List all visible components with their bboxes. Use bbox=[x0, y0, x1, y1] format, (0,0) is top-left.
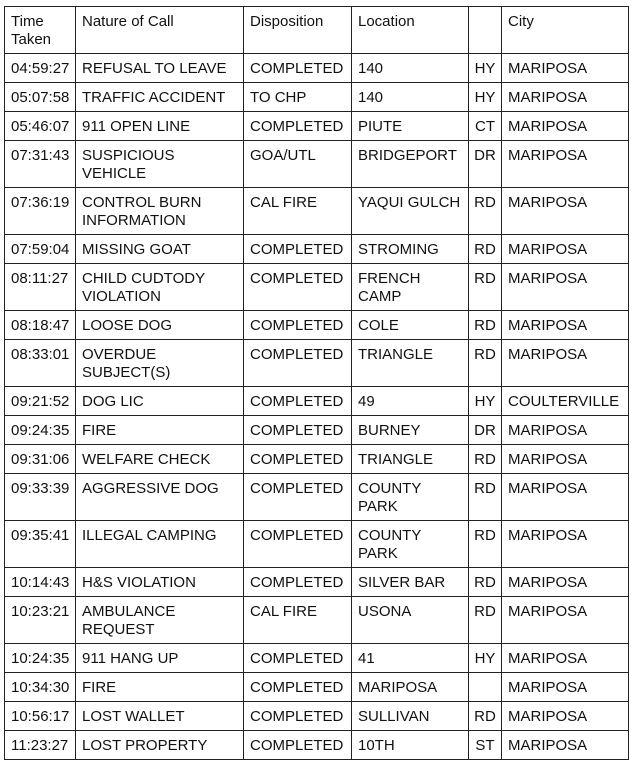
cell-time: 05:46:07 bbox=[5, 112, 76, 141]
table-row bbox=[5, 416, 629, 445]
cell-city: MARIPOSA bbox=[502, 445, 629, 474]
cell-nature: TRAFFIC ACCIDENT bbox=[76, 83, 244, 112]
cell-suffix: HY bbox=[469, 387, 502, 416]
cell-suffix: ST bbox=[469, 731, 502, 760]
cell-city: MARIPOSA bbox=[502, 141, 629, 188]
cell-disposition: COMPLETED bbox=[244, 311, 352, 340]
cell-location: 49 bbox=[352, 387, 469, 416]
cell-location: 41 bbox=[352, 644, 469, 673]
table-row bbox=[5, 673, 629, 702]
cell-suffix: RD bbox=[469, 340, 502, 387]
table-row bbox=[5, 702, 629, 731]
cell-city: MARIPOSA bbox=[502, 521, 629, 568]
cell-nature: SUSPICIOUS VEHICLE bbox=[76, 141, 244, 188]
cell-suffix: RD bbox=[469, 235, 502, 264]
cell-nature: ILLEGAL CAMPING bbox=[76, 521, 244, 568]
table-row bbox=[5, 311, 629, 340]
cell-nature: REFUSAL TO LEAVE bbox=[76, 54, 244, 83]
cell-nature: DOG LIC bbox=[76, 387, 244, 416]
cell-city: MARIPOSA bbox=[502, 54, 629, 83]
cell-location: COUNTY PARK bbox=[352, 474, 469, 521]
table-row bbox=[5, 188, 629, 235]
cell-location: BURNEY bbox=[352, 416, 469, 445]
cell-city: MARIPOSA bbox=[502, 568, 629, 597]
cell-time: 09:21:52 bbox=[5, 387, 76, 416]
cell-disposition: COMPLETED bbox=[244, 731, 352, 760]
table-row bbox=[5, 474, 629, 521]
cell-location: FRENCH CAMP bbox=[352, 264, 469, 311]
header-city: City bbox=[502, 7, 629, 54]
cell-disposition: COMPLETED bbox=[244, 568, 352, 597]
cell-nature: H&S VIOLATION bbox=[76, 568, 244, 597]
cell-suffix: RD bbox=[469, 597, 502, 644]
cell-location: STROMING bbox=[352, 235, 469, 264]
table-row bbox=[5, 264, 629, 311]
table-row bbox=[5, 340, 629, 387]
cell-time: 07:31:43 bbox=[5, 141, 76, 188]
cell-disposition: CAL FIRE bbox=[244, 597, 352, 644]
cell-city: MARIPOSA bbox=[502, 311, 629, 340]
cell-city: MARIPOSA bbox=[502, 264, 629, 311]
cell-city: COULTERVILLE bbox=[502, 387, 629, 416]
cell-city: MARIPOSA bbox=[502, 340, 629, 387]
cell-disposition: COMPLETED bbox=[244, 702, 352, 731]
cell-nature: OVERDUE SUBJECT(S) bbox=[76, 340, 244, 387]
cell-location: USONA bbox=[352, 597, 469, 644]
cell-nature: CONTROL BURN INFORMATION bbox=[76, 188, 244, 235]
cell-nature: 911 OPEN LINE bbox=[76, 112, 244, 141]
cell-time: 10:23:21 bbox=[5, 597, 76, 644]
cell-location: TRIANGLE bbox=[352, 340, 469, 387]
cell-city: MARIPOSA bbox=[502, 83, 629, 112]
cell-suffix: CT bbox=[469, 112, 502, 141]
cell-disposition: GOA/UTL bbox=[244, 141, 352, 188]
cell-disposition: COMPLETED bbox=[244, 264, 352, 311]
cell-city: MARIPOSA bbox=[502, 474, 629, 521]
cell-time: 11:23:27 bbox=[5, 731, 76, 760]
cell-time: 07:59:04 bbox=[5, 235, 76, 264]
cell-time: 08:33:01 bbox=[5, 340, 76, 387]
cell-suffix: RD bbox=[469, 702, 502, 731]
table-row bbox=[5, 54, 629, 83]
cell-city: MARIPOSA bbox=[502, 597, 629, 644]
cell-location: SILVER BAR bbox=[352, 568, 469, 597]
cell-time: 07:36:19 bbox=[5, 188, 76, 235]
cell-time: 10:14:43 bbox=[5, 568, 76, 597]
cell-location: 140 bbox=[352, 83, 469, 112]
cell-location: COLE bbox=[352, 311, 469, 340]
cell-time: 10:24:35 bbox=[5, 644, 76, 673]
cell-disposition: COMPLETED bbox=[244, 644, 352, 673]
cell-suffix: RD bbox=[469, 188, 502, 235]
cell-disposition: COMPLETED bbox=[244, 673, 352, 702]
cell-nature: 911 HANG UP bbox=[76, 644, 244, 673]
cell-time: 04:59:27 bbox=[5, 54, 76, 83]
cell-location: SULLIVAN bbox=[352, 702, 469, 731]
header-disposition: Disposition bbox=[244, 7, 352, 54]
cell-suffix: RD bbox=[469, 445, 502, 474]
cell-time: 09:31:06 bbox=[5, 445, 76, 474]
cell-city: MARIPOSA bbox=[502, 416, 629, 445]
table-row bbox=[5, 521, 629, 568]
table-row bbox=[5, 387, 629, 416]
table-row bbox=[5, 731, 629, 760]
cell-location: 140 bbox=[352, 54, 469, 83]
header-nature-of-call: Nature of Call bbox=[76, 7, 244, 54]
cell-city: MARIPOSA bbox=[502, 644, 629, 673]
table-row bbox=[5, 83, 629, 112]
cell-time: 09:33:39 bbox=[5, 474, 76, 521]
cell-disposition: COMPLETED bbox=[244, 54, 352, 83]
header-time-taken: Time Taken bbox=[5, 7, 76, 54]
cell-location: PIUTE bbox=[352, 112, 469, 141]
header-location: Location bbox=[352, 7, 469, 54]
table-row bbox=[5, 445, 629, 474]
cell-suffix: DR bbox=[469, 416, 502, 445]
cell-city: MARIPOSA bbox=[502, 188, 629, 235]
call-log-table bbox=[4, 6, 629, 760]
cell-location: COUNTY PARK bbox=[352, 521, 469, 568]
cell-nature: CHILD CUDTODY VIOLATION bbox=[76, 264, 244, 311]
cell-nature: FIRE bbox=[76, 416, 244, 445]
cell-time: 05:07:58 bbox=[5, 83, 76, 112]
cell-disposition: COMPLETED bbox=[244, 445, 352, 474]
cell-nature: LOOSE DOG bbox=[76, 311, 244, 340]
cell-disposition: COMPLETED bbox=[244, 387, 352, 416]
cell-nature: AMBULANCE REQUEST bbox=[76, 597, 244, 644]
cell-suffix: RD bbox=[469, 568, 502, 597]
cell-nature: WELFARE CHECK bbox=[76, 445, 244, 474]
cell-suffix: HY bbox=[469, 54, 502, 83]
cell-location: 10TH bbox=[352, 731, 469, 760]
cell-time: 08:11:27 bbox=[5, 264, 76, 311]
table-row bbox=[5, 568, 629, 597]
cell-suffix: RD bbox=[469, 474, 502, 521]
cell-nature: MISSING GOAT bbox=[76, 235, 244, 264]
cell-suffix bbox=[469, 673, 502, 702]
table-row bbox=[5, 235, 629, 264]
cell-time: 10:56:17 bbox=[5, 702, 76, 731]
cell-disposition: CAL FIRE bbox=[244, 188, 352, 235]
cell-disposition: COMPLETED bbox=[244, 340, 352, 387]
cell-time: 08:18:47 bbox=[5, 311, 76, 340]
table-row bbox=[5, 112, 629, 141]
cell-location: BRIDGEPORT bbox=[352, 141, 469, 188]
cell-nature: LOST PROPERTY bbox=[76, 731, 244, 760]
cell-time: 09:35:41 bbox=[5, 521, 76, 568]
cell-city: MARIPOSA bbox=[502, 702, 629, 731]
cell-suffix: RD bbox=[469, 521, 502, 568]
cell-disposition: TO CHP bbox=[244, 83, 352, 112]
cell-city: MARIPOSA bbox=[502, 235, 629, 264]
cell-city: MARIPOSA bbox=[502, 673, 629, 702]
cell-suffix: HY bbox=[469, 644, 502, 673]
cell-city: MARIPOSA bbox=[502, 112, 629, 141]
cell-suffix: DR bbox=[469, 141, 502, 188]
header-suffix bbox=[469, 7, 502, 54]
cell-disposition: COMPLETED bbox=[244, 416, 352, 445]
cell-nature: FIRE bbox=[76, 673, 244, 702]
cell-suffix: HY bbox=[469, 83, 502, 112]
header-row bbox=[5, 7, 629, 54]
table-row bbox=[5, 644, 629, 673]
cell-nature: LOST WALLET bbox=[76, 702, 244, 731]
cell-city: MARIPOSA bbox=[502, 731, 629, 760]
table-row bbox=[5, 597, 629, 644]
cell-disposition: COMPLETED bbox=[244, 235, 352, 264]
cell-disposition: COMPLETED bbox=[244, 474, 352, 521]
cell-time: 09:24:35 bbox=[5, 416, 76, 445]
cell-suffix: RD bbox=[469, 264, 502, 311]
cell-disposition: COMPLETED bbox=[244, 521, 352, 568]
cell-nature: AGGRESSIVE DOG bbox=[76, 474, 244, 521]
cell-location: MARIPOSA bbox=[352, 673, 469, 702]
cell-location: TRIANGLE bbox=[352, 445, 469, 474]
cell-disposition: COMPLETED bbox=[244, 112, 352, 141]
cell-location: YAQUI GULCH bbox=[352, 188, 469, 235]
cell-time: 10:34:30 bbox=[5, 673, 76, 702]
cell-suffix: RD bbox=[469, 311, 502, 340]
table-row bbox=[5, 141, 629, 188]
